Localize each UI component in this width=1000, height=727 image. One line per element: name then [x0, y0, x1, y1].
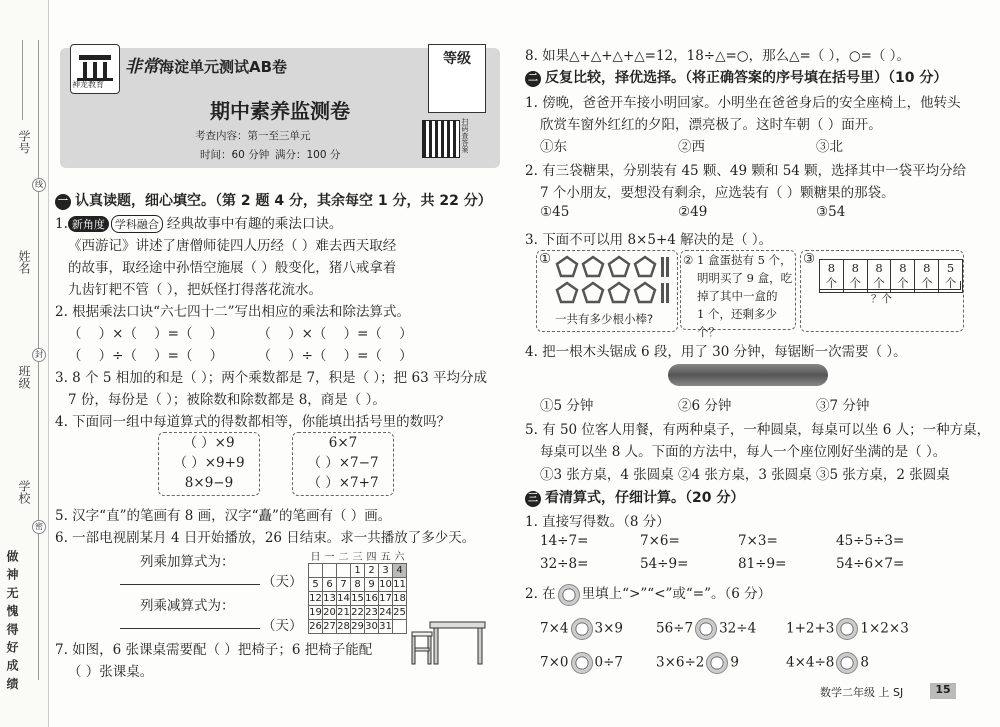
flower-blank-icon[interactable] [571, 652, 593, 674]
q2-row2[interactable]: （ ）÷（ ）=（ ） （ ）÷（ ）=（ ） [68, 348, 413, 364]
label-school: 学校 [17, 480, 31, 504]
qr-caption: 扫码查答案 [461, 118, 469, 153]
question-3: 3. 8 个 5 相加的和是（ ）；两个乘数都是 7，积是（ ）；把 63 平均分成 [55, 370, 487, 386]
calendar-day: 11 [393, 579, 406, 590]
calendar-weekday: 日 [310, 552, 321, 563]
flower-blank-icon[interactable] [695, 618, 717, 640]
calendar-day: 8 [351, 578, 365, 592]
flower-icon [558, 584, 580, 606]
calendar-weekday: 四 [366, 552, 377, 563]
flower-blank-icon[interactable] [571, 618, 593, 640]
tag-subject-fusion: 学科融合 [111, 215, 163, 233]
choice-5-line2: 每桌可以坐 8 人。下面的方法中，每人一个座位刚好坐满的是（ ）。 [540, 444, 947, 460]
calendar-day: 28 [337, 621, 350, 632]
option-text: 1 盒蛋挞有 5 个， [697, 253, 792, 267]
choice-2-option[interactable]: ③54 [816, 204, 846, 220]
q6-unit: （天） [262, 618, 303, 634]
calendar-day [393, 620, 407, 634]
brace [819, 281, 961, 290]
calc-item[interactable]: 7×6= [640, 533, 680, 549]
segment-cell: 8 个 [915, 260, 939, 293]
calendar-day: 26 [309, 621, 322, 632]
calendar-day: 7 [337, 578, 351, 592]
calendar-day: 14 [337, 593, 350, 604]
flower-blank-icon[interactable] [836, 652, 858, 674]
choice-5-option[interactable]: ②4 张方桌，3 张圆桌 [678, 467, 812, 483]
calendar-day: 12 [309, 593, 322, 604]
section-three-heading: 三 看清算式，仔细计算。（20 分） [525, 487, 744, 507]
choice-5-option[interactable]: ③5 张方桌，2 张圆桌 [816, 467, 950, 483]
choice-3: 3. 下面不可以用 8×5+4 解决的是（ ）。 [525, 232, 773, 248]
question-8: 8. 如果△+△+△+△=12，18÷△=○，那么△=（ ），○=（ ）。 [525, 48, 910, 64]
calendar-weekday: 二 [338, 552, 349, 563]
calc-item[interactable]: 14÷7= [540, 533, 589, 549]
calendar-day: 24 [379, 607, 392, 618]
calendar-day: 17 [379, 593, 392, 604]
grade-label: 等级 [428, 44, 486, 74]
cut-mark: 密 [32, 520, 46, 534]
calc-item[interactable]: 54÷9= [640, 556, 689, 572]
logo-caption: 神龙教育 [72, 80, 104, 89]
brand-title: 非常海淀单元测试AB卷 [125, 57, 288, 77]
choice-4-option[interactable]: ③7 分钟 [816, 398, 870, 414]
calendar-weekday: 三 [352, 552, 363, 563]
q4-box-2 [292, 432, 394, 496]
margin-slogan: 做 神 无 愧 得 好 成 绩 [5, 550, 19, 691]
cut-mark: 线 [32, 178, 46, 192]
calendar-weekday: 五 [380, 552, 391, 563]
exam-score: 满分：100 分 [275, 149, 341, 161]
calc-item[interactable]: 81÷9= [738, 556, 787, 572]
compare-item: 56÷7 32÷4 [656, 618, 756, 640]
choice-1-line2: 欣赏车窗外红红的夕阳，漂亮极了。这时车朝（ ）面开。 [540, 117, 882, 133]
calendar-day: 16 [365, 593, 378, 604]
question-5: 5. 汉字“直”的笔画有 8 画，汉字“矗”的笔画有（ ）画。 [55, 508, 392, 524]
calendar-day: 3 [379, 564, 393, 578]
pentagon-sticks-icon [555, 255, 675, 307]
calendar-day: 22 [351, 607, 364, 618]
cut-mark: 封 [32, 348, 46, 362]
flower-blank-icon[interactable] [836, 618, 858, 640]
calendar-day: 21 [337, 607, 350, 618]
calendar-day: 9 [365, 578, 379, 592]
calendar-day [309, 564, 323, 578]
segment-cell: 8 个 [867, 260, 891, 293]
compare-item: 7×0 0÷7 [540, 652, 623, 674]
choice-1-option[interactable]: ②西 [678, 139, 705, 155]
q1-line4: 九齿钉耙不管（ ），把妖怪打得落花流水。 [68, 282, 323, 298]
choice-3-option-2[interactable] [680, 250, 796, 339]
q1-line2: 《西游记》讲述了唐僧师徒四人历经（ ）难去西天取经 [68, 238, 397, 254]
option-text: 1 个，还剩多少个？ [697, 307, 777, 339]
calendar-day: 4 [393, 564, 407, 578]
q4-box-1 [158, 432, 260, 496]
compare-item: 4×4÷8 8 [786, 652, 869, 674]
calendar [308, 548, 407, 634]
choice-1-option[interactable]: ③北 [816, 139, 843, 155]
compare-item: 7×4 3×9 [540, 618, 623, 640]
q4-box1-expr: 8×9−9 [184, 475, 234, 491]
question-4: 4. 下面同一组中每道算式的得数都相等，你能填出括号里的数吗？ [55, 414, 451, 430]
choice-2-option[interactable]: ②49 [678, 204, 708, 220]
footer-subject: 数学二年级 上 SJ [820, 686, 904, 699]
q6-add-label: 列乘加算式为： [140, 554, 235, 570]
label-name: 姓名 [17, 250, 31, 274]
calendar-day: 15 [351, 593, 364, 604]
choice-2: 2. 有三袋糖果，分别装有 45 颗、49 颗和 54 颗，选择其中一袋平均分给 [525, 163, 967, 179]
calc-1: 1. 直接写得数。（8 分） [525, 514, 670, 530]
section-one-heading: 一 认真读题，细心填空。（第 2 题 4 分，其余每空 1 分，共 22 分） [55, 190, 492, 210]
calendar-day: 29 [351, 621, 364, 632]
segment-cell: 5 个 [939, 260, 963, 293]
unknown-label: ？个 [871, 293, 892, 305]
q7-line2: （ ）张课桌。 [68, 664, 154, 680]
fill-line[interactable] [22, 40, 23, 120]
calendar-day [323, 564, 337, 578]
choice-2-option[interactable]: ①45 [540, 204, 570, 220]
calendar-day: 25 [393, 607, 406, 618]
tag-new-angle: 新角度 [68, 216, 109, 232]
question-2: 2. 根据乘法口诀“六七四十二”写出相应的乘法和除法算式。 [55, 304, 410, 320]
calendar-day: 19 [309, 607, 322, 618]
q6-sub-answer-line[interactable] [120, 612, 260, 629]
q6-add-answer-line[interactable] [120, 568, 260, 585]
flower-blank-icon[interactable] [706, 652, 728, 674]
question-1: 1. 新角度 学科融合 经典故事中有趣的乘法口诀。 [55, 216, 343, 232]
q4-box2-expr: 6×7 [328, 435, 358, 451]
calc-item[interactable]: 54÷6×7= [836, 556, 905, 572]
choice-5: 5. 有 50 位客人用餐，有两种桌子，一种圆桌，每桌可以坐 6 人；一种方桌， [525, 422, 991, 438]
page-number: 15 [930, 683, 956, 699]
calendar-day: 13 [323, 593, 336, 604]
option-number: ③ [803, 251, 816, 267]
choice-2-line2: 7 个小朋友，要想没有剩余，应选装有（ ）颗糖果的那袋。 [540, 185, 895, 201]
q4-box2-expr[interactable]: （ ）×7+7 [307, 475, 379, 491]
calendar-day: 10 [379, 579, 392, 590]
calendar-day: 27 [323, 621, 336, 632]
segment-cell: 8 个 [843, 260, 867, 293]
compare-item: 3×6÷2 9 [656, 652, 739, 674]
exam-scope: 考查内容：第一至三单元 [195, 130, 311, 142]
calendar-day: 6 [323, 578, 337, 592]
calendar-day [337, 564, 351, 578]
question-6: 6. 一部电视剧某月 4 日开始播放，26 日结束。求一共播放了多少天。 [55, 530, 476, 546]
desk-and-chairs-illustration [410, 612, 490, 672]
choice-5-option[interactable]: ①3 张方桌，4 张圆桌 [540, 467, 674, 483]
q4-box1-expr[interactable]: （ ）×9+9 [173, 455, 245, 471]
choice-1: 1. 傍晚，爸爸开车接小明回家。小明坐在爸爸身后的安全座椅上，他转头 [525, 95, 961, 111]
calendar-day: 5 [309, 578, 323, 592]
log-illustration [668, 364, 828, 386]
calendar-day: 2 [365, 564, 379, 578]
question-7: 7. 如图，6 张课桌需要配（ ）把椅子；6 把椅子能配 [55, 642, 373, 658]
calc-item[interactable]: 32÷8= [540, 556, 589, 572]
calendar-day: 20 [323, 607, 336, 618]
calendar-day: 1 [351, 564, 365, 578]
label-student-number: 学号 [17, 130, 31, 154]
option-text: 明明买了 9 盒，吃 [697, 271, 793, 285]
label-class: 班级 [17, 365, 31, 389]
option-text: 掉了其中一盒的 [697, 289, 778, 303]
choice-3-option-1[interactable] [536, 250, 678, 332]
choice-4: 4. 把一根木头锯成 6 段，用了 30 分钟，每锯断一次需要（ ）。 [525, 344, 907, 360]
calendar-day: 30 [365, 621, 378, 632]
choice-3-option-3[interactable] [800, 250, 964, 332]
calendar-day: 18 [393, 593, 406, 604]
choice-4-option[interactable]: ①5 分钟 [540, 398, 594, 414]
exam-time: 时间：60 分钟 [200, 149, 270, 161]
calc-item[interactable]: 7×3= [738, 533, 778, 549]
q3-line2: 7 份，每份是（ ）；被除数和除数都是 8，商是（ ）。 [68, 392, 386, 408]
calc-item[interactable]: 45÷5÷3= [836, 533, 905, 549]
compare-item: 1+2+3 1×2×3 [786, 618, 909, 640]
calendar-weekday: 一 [324, 552, 335, 563]
q1-line3: 的故事，取经途中孙悟空施展（ ）般变化，猪八戒拿着 [68, 260, 397, 276]
q2-row1[interactable]: （ ）×（ ）=（ ） （ ）×（ ）=（ ） [68, 326, 413, 342]
option-number: ① [539, 251, 552, 267]
qr-code[interactable] [422, 120, 460, 158]
segment-cell: 8 个 [820, 260, 844, 293]
calendar-weekday: 六 [394, 552, 405, 563]
choice-4-option[interactable]: ②6 分钟 [678, 398, 732, 414]
segment-cell: 8 个 [891, 260, 915, 293]
q4-box1-expr[interactable]: （ ）×9 [183, 435, 235, 451]
choice-1-option[interactable]: ①东 [540, 139, 567, 155]
option-number: ② [683, 253, 694, 267]
option-caption: 一共有多少根小棒? [555, 312, 654, 326]
q4-box2-expr[interactable]: （ ）×7−7 [307, 455, 379, 471]
q6-unit: （天） [262, 574, 303, 590]
calendar-day: 23 [365, 607, 378, 618]
calc-2: 2. 在 里填上“>”“<”或“=”。（6 分） [525, 582, 771, 606]
section-two-heading: 二 反复比较，择优选择。（将正确答案的序号填在括号里）（10 分） [525, 67, 947, 87]
page-title: 期中素养监测卷 [210, 99, 350, 123]
q6-sub-label: 列乘减算式为： [140, 598, 235, 614]
calendar-day: 31 [379, 621, 392, 632]
